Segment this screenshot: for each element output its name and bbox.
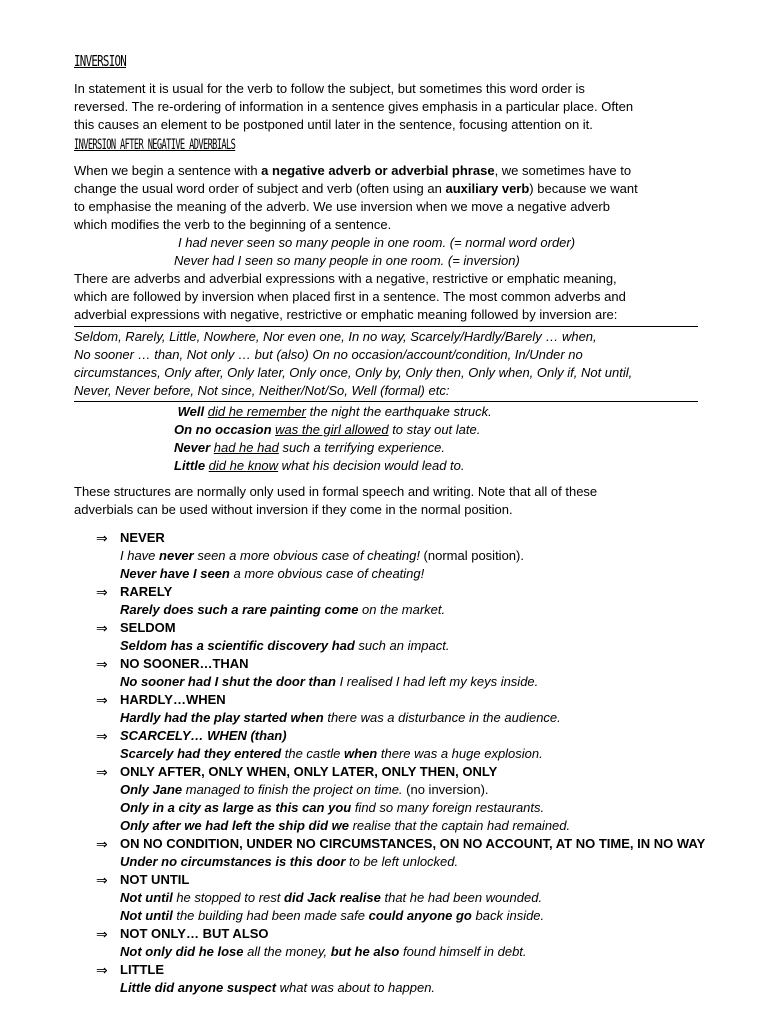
- bold-run: never: [159, 548, 194, 563]
- entry-heading: SCARCELY… WHEN (than): [120, 728, 287, 743]
- entry-heading: LITTLE: [120, 962, 165, 977]
- underlined-examples: [174, 403, 714, 475]
- adverb-list-line: Seldom, Rarely, Little, Nowhere, Nor even one, In no way, Scarcely/Hardly/Barely … when,: [74, 329, 597, 344]
- bold-run: Only after we had left the ship did we: [120, 818, 349, 833]
- entry-heading: HARDLY…WHEN: [120, 692, 226, 707]
- paragraph-negative-adverb: [74, 162, 714, 234]
- para-line: These structures are normally only used in formal speech and writing. Note that all of these: [74, 484, 598, 499]
- text-run: back inside.: [471, 908, 545, 923]
- entry-example: [120, 979, 714, 997]
- bold-run: did Jack realise: [284, 890, 381, 905]
- example-inversion: Never had I seen so many people in one room. (= inversion): [174, 253, 520, 268]
- bold-run: Only Jane: [120, 782, 183, 797]
- text-run: seen a more obvious case of cheating!: [193, 548, 420, 563]
- text-run: that he had been wounded.: [380, 890, 543, 905]
- arrow-icon: ⇒: [96, 962, 108, 978]
- text-run: such a terrifying experience.: [278, 440, 446, 455]
- entry-not-until: [74, 871, 714, 925]
- intro-line: this causes an element to be postponed until later in the sentence, focusing attention on it.: [74, 117, 593, 132]
- example-line: [174, 439, 714, 457]
- arrow-icon: ⇒: [96, 872, 108, 888]
- arrow-icon: ⇒: [96, 620, 108, 636]
- entry-heading: SELDOM: [120, 620, 176, 635]
- arrow-icon: ⇒: [96, 584, 108, 600]
- text-run: to be left unlocked.: [345, 854, 459, 869]
- entry-example: [120, 817, 714, 835]
- bold-run: Never have I seen: [120, 566, 230, 581]
- entry-only: [74, 763, 714, 835]
- text-run: a more obvious case of cheating!: [229, 566, 425, 581]
- entry-example: [120, 673, 714, 691]
- subtitle-row: [74, 136, 714, 158]
- entry-heading: NO SOONER…THAN: [120, 656, 249, 671]
- para-line: which modifies the verb to the beginning of a sentence.: [74, 217, 392, 232]
- entry-example: [120, 709, 714, 727]
- entry-not-only: [74, 925, 714, 961]
- paragraph-formal: [74, 483, 714, 519]
- bold-run: Under no circumstances is this door: [120, 854, 346, 869]
- adverb-list-line: Never, Never before, Not since, Neither/Not/So, Well (formal) etc:: [74, 383, 450, 398]
- entry-no-sooner: [74, 655, 714, 691]
- text-run: there was a huge explosion.: [377, 746, 543, 761]
- example-line: [174, 457, 714, 475]
- adverb-list-line: No sooner … than, Not only … but (also) On no occasion/account/condition, In/Under no: [74, 347, 583, 362]
- intro-paragraph: [74, 80, 714, 134]
- entry-seldom: [74, 619, 714, 655]
- page-title: INVERSION: [74, 52, 127, 70]
- text-run: on the market.: [358, 602, 446, 617]
- entry-heading: RARELY: [120, 584, 173, 599]
- text-run: the castle: [281, 746, 345, 761]
- intro-line: reversed. The re-ordering of information in a sentence gives emphasis in a particular place. Often: [74, 99, 634, 114]
- entry-example: [120, 889, 714, 907]
- para-line: There are adverbs and adverbial expressions with a negative, restrictive or emphatic meaning,: [74, 271, 617, 286]
- text-run: I realised I had left my keys inside.: [335, 674, 539, 689]
- para-line: to emphasise the meaning of the adverb. We use inversion when we move a negative adverb: [74, 199, 610, 214]
- para-line: adverbials can be used without inversion if they come in the normal position.: [74, 502, 513, 517]
- bold-run: Rarely does such a rare painting come: [120, 602, 359, 617]
- arrow-icon: ⇒: [96, 728, 108, 744]
- bold-run: Seldom has a scientific discovery had: [120, 638, 355, 653]
- entry-heading: ONLY AFTER, ONLY WHEN, ONLY LATER, ONLY THEN, ONLY: [120, 764, 498, 779]
- bold-run: Well: [177, 404, 208, 419]
- document-page: [74, 52, 714, 997]
- text-run: to stay out late.: [388, 422, 481, 437]
- text-run: all the money,: [243, 944, 331, 959]
- entry-scarcely: [74, 727, 714, 763]
- bold-run: but he also: [330, 944, 400, 959]
- entry-heading: ON NO CONDITION, UNDER NO CIRCUMSTANCES, ON NO ACCOUNT, AT NO TIME, IN NO WAY: [120, 836, 706, 851]
- text-run: When we begin a sentence with: [74, 163, 262, 178]
- text-run: ) because we want: [529, 181, 638, 196]
- para-line: [74, 162, 714, 180]
- bold-run: when: [344, 746, 378, 761]
- bold-run: No sooner had I shut the door than: [120, 674, 336, 689]
- bold-run: Not until: [120, 890, 173, 905]
- entry-never: [74, 529, 714, 583]
- entry-heading: NEVER: [120, 530, 165, 545]
- example-line: [174, 421, 714, 439]
- entry-example: [120, 853, 714, 871]
- entry-little: [74, 961, 714, 997]
- para-line: adverbial expressions with negative, restrictive or emphatic meaning followed by inversion are:: [74, 307, 618, 322]
- entry-example: [120, 799, 714, 817]
- text-run: managed to finish the project on time.: [182, 782, 403, 797]
- bold-run: Not until: [120, 908, 173, 923]
- entry-example: [120, 637, 714, 655]
- arrow-icon: ⇒: [96, 692, 108, 708]
- bold-run: On no occasion: [174, 422, 276, 437]
- bold-run: auxiliary verb: [445, 181, 530, 196]
- entry-example: [120, 745, 714, 763]
- entry-no-condition: [74, 835, 714, 871]
- arrow-icon: ⇒: [96, 926, 108, 942]
- underlined-run: did he know: [208, 458, 279, 473]
- underlined-run: did he remember: [207, 404, 307, 419]
- para-line: [74, 180, 714, 198]
- entry-example: [120, 907, 714, 925]
- bold-run: Scarcely had they entered: [120, 746, 282, 761]
- bold-run: Not only did he lose: [120, 944, 244, 959]
- adverb-list: [74, 326, 698, 402]
- arrow-icon: ⇒: [96, 836, 108, 852]
- bold-run: could anyone go: [368, 908, 472, 923]
- text-run: what was about to happen.: [276, 980, 436, 995]
- text-run: found himself in debt.: [399, 944, 527, 959]
- text-run: , we sometimes have to: [494, 163, 632, 178]
- text-run: he stopped to rest: [172, 890, 285, 905]
- text-run: such an impact.: [354, 638, 450, 653]
- entry-rarely: [74, 583, 714, 619]
- text-run: what his decision would lead to.: [278, 458, 465, 473]
- para-line: which are followed by inversion when placed first in a sentence. The most common adverbs and: [74, 289, 626, 304]
- example-line: [174, 403, 714, 421]
- underlined-run: had he had: [213, 440, 279, 455]
- text-run: the building had been made safe: [172, 908, 369, 923]
- adverb-list-line: circumstances, Only after, Only later, Only once, Only by, Only then, Only when, Only if, Not until,: [74, 365, 633, 380]
- text-run: (no inversion).: [402, 782, 489, 797]
- entry-example: [120, 943, 714, 961]
- text-run: the night the earthquake struck.: [306, 404, 492, 419]
- section-subtitle: INVERSION AFTER NEGATIVE ADVERBIALS: [74, 137, 236, 153]
- intro-line: In statement it is usual for the verb to follow the subject, but sometimes this word order is: [74, 81, 585, 96]
- entry-example: [120, 565, 714, 583]
- adverb-entries: [74, 529, 714, 997]
- arrow-icon: ⇒: [96, 530, 108, 546]
- bold-run: Never: [174, 440, 214, 455]
- text-run: (normal position).: [419, 548, 524, 563]
- entry-heading: NOT UNTIL: [120, 872, 190, 887]
- text-run: find so many foreign restaurants.: [351, 800, 545, 815]
- text-run: realise that the captain had remained.: [348, 818, 571, 833]
- arrow-icon: ⇒: [96, 656, 108, 672]
- entry-example: [120, 781, 714, 799]
- entry-hardly: [74, 691, 714, 727]
- title-row: [74, 52, 714, 74]
- entry-heading: NOT ONLY… BUT ALSO: [120, 926, 269, 941]
- text-run: there was a disturbance in the audience.: [323, 710, 561, 725]
- bold-run: a negative adverb or adverbial phrase: [261, 163, 495, 178]
- arrow-icon: ⇒: [96, 764, 108, 780]
- entry-example: [120, 547, 714, 565]
- bold-run: Little did anyone suspect: [120, 980, 277, 995]
- bold-run: Hardly had the play started when: [120, 710, 324, 725]
- example-normal-order: I had never seen so many people in one room. (= normal word order): [178, 235, 576, 250]
- underlined-run: was the girl allowed: [275, 422, 389, 437]
- paragraph-adverbs: [74, 270, 714, 324]
- entry-example: [120, 601, 714, 619]
- text-run: change the usual word order of subject and verb (often using an: [74, 181, 446, 196]
- bold-run: Little: [174, 458, 209, 473]
- text-run: I have: [120, 548, 160, 563]
- bold-run: Only in a city as large as this can you: [120, 800, 352, 815]
